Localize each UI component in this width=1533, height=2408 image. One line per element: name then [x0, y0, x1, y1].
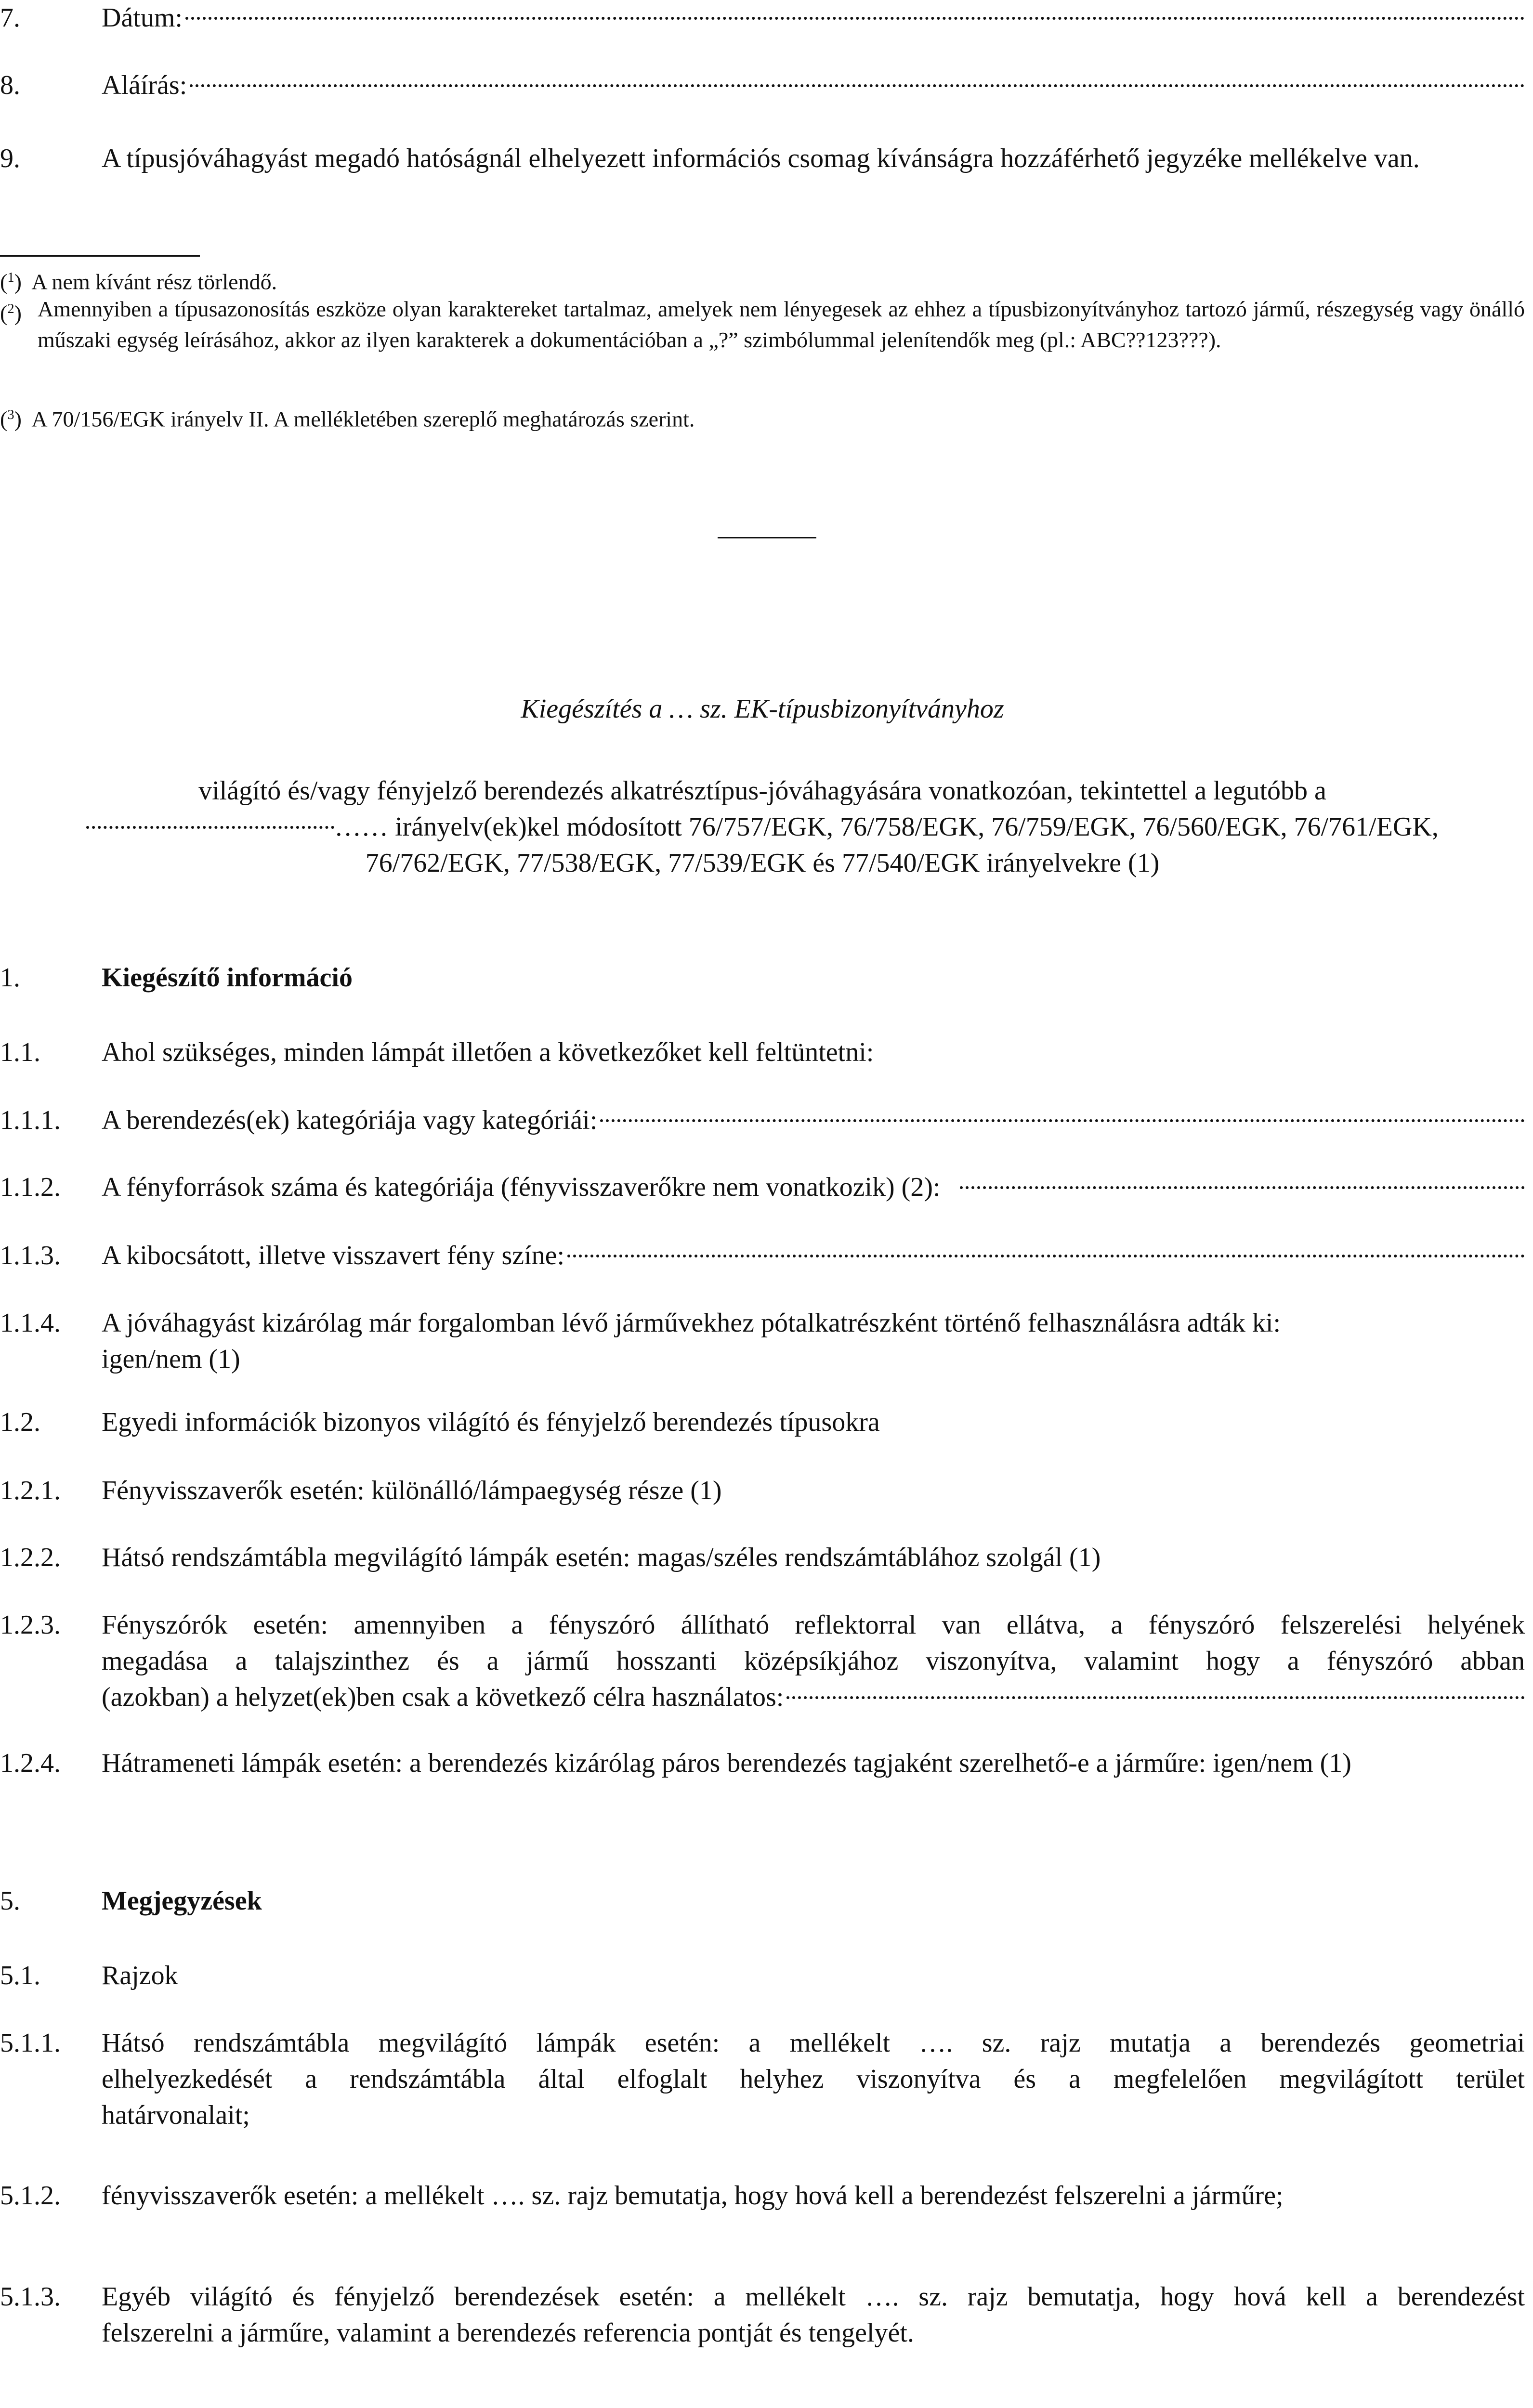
fill-in-dots — [190, 84, 1525, 87]
section-number: 1.2.3. — [0, 1610, 61, 1640]
light-color-field: A kibocsátott, illetve visszavert fény színe: — [102, 1238, 1525, 1274]
info-package-text: A típusjóváhagyást megadó hatóságnál elhelyezett információs csomag kívánságra hozzáférhető jegyzéke mellékelve van. — [102, 144, 1420, 173]
date-label: Dátum: — [102, 3, 183, 33]
section-number: 1.1. — [0, 1037, 40, 1067]
section-text-line: igen/nem (1) — [102, 1344, 240, 1374]
fill-in-dots — [960, 1186, 1525, 1189]
footnote-2: ($^2$) Amennyiben a típusazonosítás eszköze olyan karaktereket tartalmaz, amelyek nem lényegesek az ehhez a típusbizonyítványhoz tartozó jármű, részegység vagy önálló műszaki egység leírásához, akkor az ilyen karakterek a dokumentációban a „?” szimbólummal jelenítendők meg (pl.: ABC??123???). — [0, 297, 1525, 352]
section-number: 1.1.1. — [0, 1105, 61, 1135]
fill-in-dots — [786, 1696, 1525, 1699]
fill-in-dots — [600, 1119, 1525, 1122]
fill-in-dots — [86, 826, 334, 829]
section-number: 1.2. — [0, 1407, 40, 1437]
section-text-line: elhelyezkedését a rendszámtábla által elfoglalt helyhez viszonyítva és a megfelelően megvilágított terület — [102, 2064, 1525, 2094]
signature-field — [102, 67, 1525, 104]
section-text-line: felszerelni a járműre, valamint a berendezés referencia pontját és tengelyét. — [102, 2318, 914, 2348]
section-number: 1. — [0, 963, 20, 993]
section-text-line: A jóváhagyást kizárólag már forgalomban lévő járművekhez pótalkatrészként történő felhasználásra adták ki: — [102, 1308, 1281, 1338]
section-text: Hátsó rendszámtábla megvilágító lámpák esetén: magas/széles rendszámtáblához szolgál (1) — [102, 1543, 1101, 1572]
section-text: Rajzok — [102, 1961, 178, 1990]
section-number: 5.1.2. — [0, 2181, 61, 2211]
section-number: 1.2.1. — [0, 1476, 61, 1505]
section-text: Fényvisszaverők esetén: különálló/lámpaegység része (1) — [102, 1476, 722, 1505]
supplement-title: Kiegészítés a … sz. EK-típusbizonyítványhoz — [521, 694, 1004, 724]
footnote-rule — [0, 255, 200, 257]
section-number: 5.1.1. — [0, 2028, 61, 2058]
section-text-line: Hátsó rendszámtábla megvilágító lámpák esetén: a mellékelt …. sz. rajz mutatja a berendezés geometriai — [102, 2028, 1525, 2058]
section-text: Egyedi információk bizonyos világító és fényjelző berendezés típusokra — [102, 1407, 880, 1437]
section-text-line: Fényszórók esetén: amennyiben a fényszóró állítható reflektorral van ellátva, a fényszóró felszerelési helyének — [102, 1610, 1525, 1640]
section-text-line: Egyéb világító és fényjelző berendezések esetén: a mellékelt …. sz. rajz bemutatja, hogy hová kell a berendezést — [102, 2282, 1525, 2312]
section-text: Ahol szükséges, minden lámpát illetően a következőket kell feltüntetni: — [102, 1037, 874, 1067]
supplement-subtitle-line3: 76/762/EGK, 77/538/EGK, 77/539/EGK és 77/540/EGK irányelvekre (1) — [365, 848, 1160, 878]
signature-label: Aláírás: — [102, 70, 187, 100]
section-number: 1.1.3. — [0, 1241, 61, 1270]
footnote-1: ($^1$) A nem kívánt rész törlendő. — [0, 269, 277, 294]
section-text: Hátrameneti lámpák esetén: a berendezés kizárólag páros berendezés tagjaként szerelhető-e a járműre: igen/nem (1) — [102, 1748, 1351, 1778]
date-field — [102, 0, 1525, 36]
category-field: A berendezés(ek) kategóriája vagy kategóriái: — [102, 1102, 1525, 1139]
section-number: 1.1.2. — [0, 1172, 61, 1202]
item-number: 7. — [0, 3, 20, 33]
fill-in-dots — [185, 17, 1525, 20]
section-number: 5.1.3. — [0, 2282, 61, 2312]
supplement-subtitle-line2: …… irányelv(ek)kel módosított 76/757/EGK, 76/758/EGK, 76/759/EGK, 76/560/EGK, 76/761/EGK, — [0, 809, 1525, 845]
supplement-subtitle-line1: világító és/vagy fényjelző berendezés alkatrésztípus-jóváhagyására vonatkozóan, tekintettel a legutóbb a — [198, 776, 1326, 806]
section-heading: Megjegyzések — [102, 1886, 262, 1916]
section-number: 1.2.4. — [0, 1748, 61, 1778]
section-number: 1.1.4. — [0, 1308, 61, 1338]
section-text-line: megadása a talajszinthez és a jármű hosszanti középsíkjához viszonyítva, valamint hogy a fényszóró abban — [102, 1646, 1525, 1676]
section-heading: Kiegészítő információ — [102, 963, 353, 993]
footnote-3: ($^3$) A 70/156/EGK irányelv II. A mellékletében szereplő meghatározás szerint. — [0, 406, 695, 432]
item-number: 9. — [0, 144, 20, 173]
fill-in-dots — [567, 1255, 1525, 1257]
section-separator — [718, 537, 816, 538]
light-source-field: A fényforrások száma és kategóriája (fényvisszaverőkre nem vonatkozik) (2): — [102, 1169, 1525, 1205]
section-text: fényvisszaverők esetén: a mellékelt …. sz. rajz bemutatja, hogy hová kell a berendezést felszerelni a járműre; — [102, 2181, 1284, 2211]
section-text-line: határvonalait; — [102, 2100, 250, 2130]
item-number: 8. — [0, 70, 20, 100]
section-number: 5.1. — [0, 1961, 40, 1990]
headlamp-usage-field: (azokban) a helyzet(ek)ben csak a következő célra használatos: — [102, 1679, 1525, 1715]
section-number: 5. — [0, 1886, 20, 1916]
section-number: 1.2.2. — [0, 1543, 61, 1572]
